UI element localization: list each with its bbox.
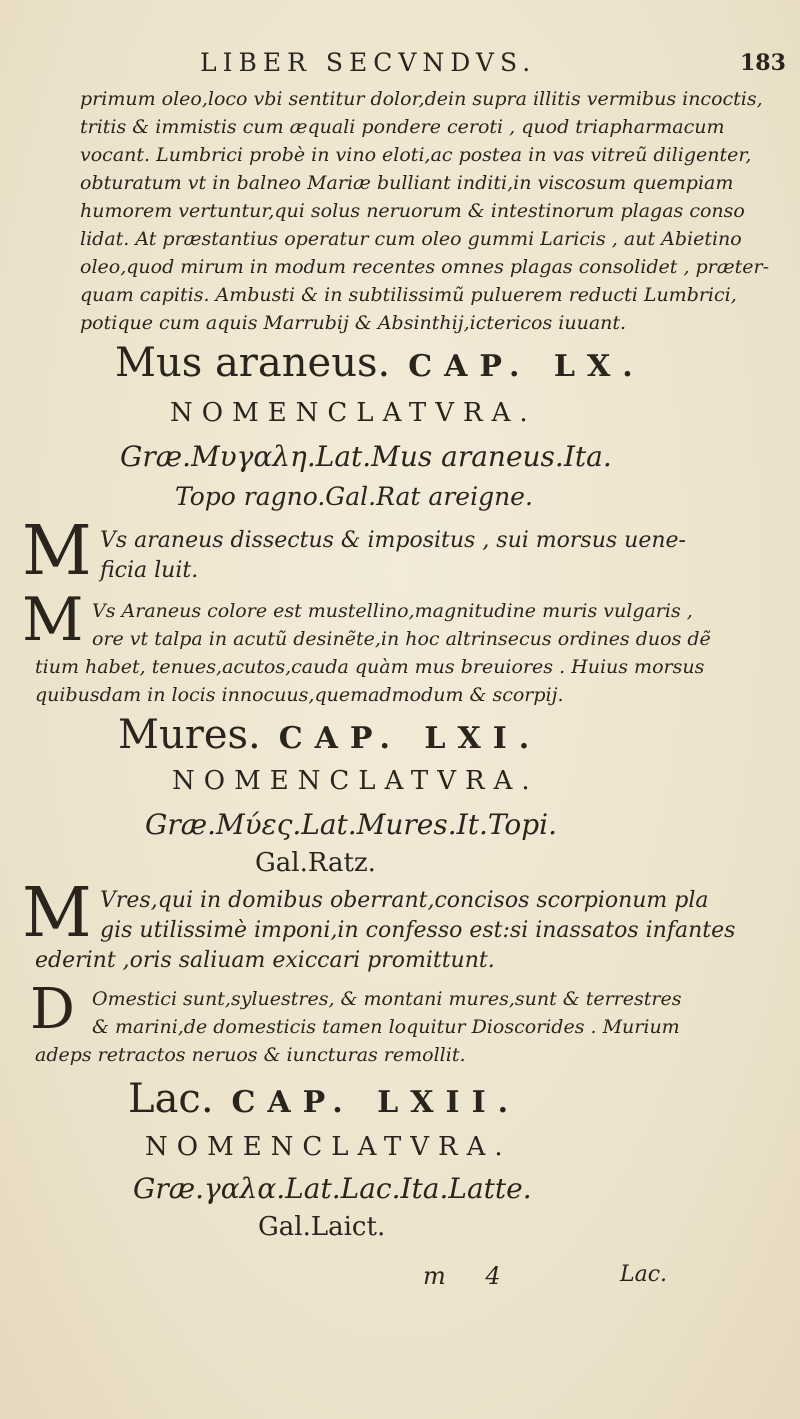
synonyms-line: Gal.Laict.	[258, 1212, 386, 1242]
nomenclatura-heading: NOMENCLATVRA.	[170, 398, 537, 428]
chapter-title: Lac.	[128, 1076, 214, 1122]
drop-cap: M	[22, 512, 92, 591]
body-line: gis utilissimè imponi,in confesso est:si inassatos infantes	[100, 918, 736, 943]
body-line: Omestici sunt,syluestres, & montani mures,sunt & terrestres	[92, 988, 682, 1010]
chapter-heading	[118, 712, 541, 758]
chapter-number: CAP. LXI.	[278, 721, 542, 756]
body-line: vocant. Lumbrici probè in vino eloti,ac postea in vas vitreũ diligenter,	[80, 144, 752, 166]
synonyms-line: Græ.Μυγαλη.Lat.Mus araneus.Ita.	[120, 440, 612, 473]
synonyms-line: Topo ragno.Gal.Rat areigne.	[175, 482, 533, 511]
running-title: LIBER SECVNDVS.	[200, 48, 537, 77]
chapter-heading	[128, 1076, 520, 1122]
chapter-number: CAP. LX.	[408, 349, 645, 384]
body-line: obturatum vt in balneo Mariæ bulliant inditi,in viscosum quempiam	[80, 172, 734, 194]
chapter-title: Mus araneus.	[115, 340, 391, 386]
catchword: Lac.	[620, 1262, 668, 1287]
drop-cap: M	[22, 874, 92, 953]
body-line: tritis & immistis cum æquali pondere ceroti , quod triapharmacum	[80, 116, 725, 138]
chapter-number: CAP. LXII.	[231, 1085, 521, 1120]
body-line: Vs Araneus colore est mustellino,magnitudine muris vulgaris ,	[92, 600, 693, 622]
drop-cap: M	[22, 585, 84, 655]
body-line: ederint ,oris saliuam exiccari promittunt.	[35, 948, 495, 973]
synonyms-line: Gal.Ratz.	[255, 848, 376, 878]
body-line: quibusdam in locis innocuus,quemadmodum & scorpij.	[35, 684, 564, 706]
chapter-heading	[115, 340, 645, 386]
body-line: & marini,de domesticis tamen loquitur Dioscorides . Murium	[92, 1016, 680, 1038]
body-line: Vres,qui in domibus oberrant,concisos scorpionum pla	[100, 888, 709, 913]
nomenclatura-heading: NOMENCLATVRA.	[145, 1132, 512, 1162]
drop-cap: D	[30, 977, 75, 1042]
nomenclatura-heading: NOMENCLATVRA.	[172, 766, 539, 796]
body-line: primum oleo,loco vbi sentitur dolor,dein supra illitis vermibus incoctis,	[80, 88, 763, 110]
body-line: potique cum aquis Marrubij & Absinthij,ictericos iuuant.	[80, 312, 627, 334]
synonyms-line: Græ.γαλα.Lat.Lac.Ita.Latte.	[133, 1172, 532, 1205]
signature-mark: m 4	[423, 1262, 501, 1290]
chapter-title: Mures.	[118, 712, 261, 758]
synonyms-line: Græ.Μύες.Lat.Mures.It.Topi.	[145, 808, 557, 841]
body-line: oleo,quod mirum in modum recentes omnes plagas consolidet , præter-	[80, 256, 770, 278]
body-line: ficia luit.	[100, 558, 199, 583]
body-line: quam capitis. Ambusti & in subtilissimũ puluerem reducti Lumbrici,	[80, 284, 737, 306]
page-number: 183	[740, 50, 786, 76]
body-line: humorem vertuntur,qui solus neruorum & intestinorum plagas conso	[80, 200, 745, 222]
body-line: adeps retractos neruos & iuncturas remollit.	[35, 1044, 466, 1066]
body-line: ore vt talpa in acutũ desinẽte,in hoc altrinsecus ordines duos dẽ	[92, 628, 711, 650]
body-line: tium habet, tenues,acutos,cauda quàm mus breuiores . Huius morsus	[35, 656, 705, 678]
body-line: lidat. At præstantius operatur cum oleo gummi Laricis , aut Abietino	[80, 228, 742, 250]
body-line: Vs araneus dissectus & impositus , sui morsus uene-	[100, 528, 686, 553]
